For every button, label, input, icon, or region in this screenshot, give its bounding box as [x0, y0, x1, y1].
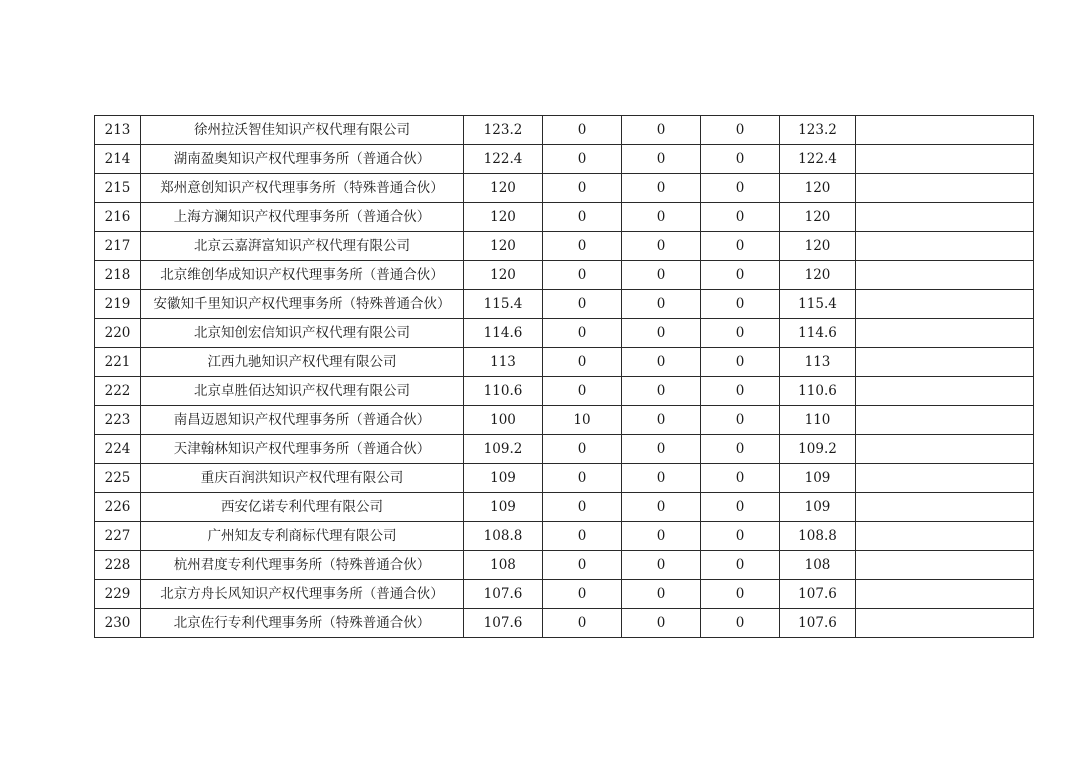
agency-name-cell: 北京云嘉湃富知识产权代理有限公司: [141, 232, 464, 261]
score-column-4-cell: 0: [701, 232, 780, 261]
agency-name-cell: 北京知创宏信知识产权代理有限公司: [141, 319, 464, 348]
score-column-4-cell: 0: [701, 493, 780, 522]
table-row: [95, 232, 1034, 261]
score-column-3-cell: 0: [622, 609, 701, 638]
note-cell: [856, 145, 1034, 174]
score-column-4-cell: 0: [701, 348, 780, 377]
note-cell: [856, 493, 1034, 522]
score-column-3-cell: 0: [622, 261, 701, 290]
table-row: [95, 580, 1034, 609]
score-column-2-cell: 0: [543, 290, 622, 319]
agency-name-cell: 上海方澜知识产权代理事务所（普通合伙）: [141, 203, 464, 232]
total-score-cell: 110: [780, 406, 856, 435]
score-column-4-cell: 0: [701, 406, 780, 435]
score-column-1-cell: 100: [464, 406, 543, 435]
score-column-3-cell: 0: [622, 522, 701, 551]
note-cell: [856, 174, 1034, 203]
score-column-4-cell: 0: [701, 377, 780, 406]
score-column-1-cell: 120: [464, 261, 543, 290]
score-column-1-cell: 123.2: [464, 116, 543, 145]
score-column-2-cell: 0: [543, 377, 622, 406]
note-cell: [856, 580, 1034, 609]
table-row: [95, 145, 1034, 174]
score-column-4-cell: 0: [701, 261, 780, 290]
score-column-2-cell: 0: [543, 348, 622, 377]
total-score-cell: 109.2: [780, 435, 856, 464]
score-column-1-cell: 120: [464, 203, 543, 232]
score-column-1-cell: 114.6: [464, 319, 543, 348]
note-cell: [856, 116, 1034, 145]
total-score-cell: 107.6: [780, 580, 856, 609]
score-column-3-cell: 0: [622, 319, 701, 348]
score-column-3-cell: 0: [622, 290, 701, 319]
agency-name-cell: 西安亿诺专利代理有限公司: [141, 493, 464, 522]
score-column-2-cell: 0: [543, 609, 622, 638]
score-column-2-cell: 0: [543, 580, 622, 609]
table-row: [95, 522, 1034, 551]
score-column-1-cell: 122.4: [464, 145, 543, 174]
score-column-1-cell: 108.8: [464, 522, 543, 551]
score-column-3-cell: 0: [622, 580, 701, 609]
row-number-cell: 218: [95, 261, 141, 290]
score-column-1-cell: 109: [464, 464, 543, 493]
table-row: [95, 203, 1034, 232]
row-number-cell: 222: [95, 377, 141, 406]
score-column-3-cell: 0: [622, 203, 701, 232]
total-score-cell: 107.6: [780, 609, 856, 638]
score-column-3-cell: 0: [622, 377, 701, 406]
score-column-4-cell: 0: [701, 464, 780, 493]
score-column-2-cell: 0: [543, 232, 622, 261]
score-column-1-cell: 120: [464, 232, 543, 261]
score-column-1-cell: 113: [464, 348, 543, 377]
row-number-cell: 230: [95, 609, 141, 638]
score-column-3-cell: 0: [622, 435, 701, 464]
score-column-2-cell: 0: [543, 464, 622, 493]
score-column-2-cell: 0: [543, 435, 622, 464]
agency-name-cell: 江西九驰知识产权代理有限公司: [141, 348, 464, 377]
row-number-cell: 229: [95, 580, 141, 609]
score-column-1-cell: 115.4: [464, 290, 543, 319]
agency-name-cell: 重庆百润洪知识产权代理有限公司: [141, 464, 464, 493]
total-score-cell: 123.2: [780, 116, 856, 145]
score-column-3-cell: 0: [622, 116, 701, 145]
row-number-cell: 219: [95, 290, 141, 319]
row-number-cell: 228: [95, 551, 141, 580]
score-column-4-cell: 0: [701, 290, 780, 319]
score-column-4-cell: 0: [701, 174, 780, 203]
agency-name-cell: 天津翰林知识产权代理事务所（普通合伙）: [141, 435, 464, 464]
total-score-cell: 120: [780, 261, 856, 290]
total-score-cell: 122.4: [780, 145, 856, 174]
agency-name-cell: 安徽知千里知识产权代理事务所（特殊普通合伙）: [141, 290, 464, 319]
score-column-3-cell: 0: [622, 406, 701, 435]
score-column-3-cell: 0: [622, 348, 701, 377]
score-column-1-cell: 109.2: [464, 435, 543, 464]
total-score-cell: 113: [780, 348, 856, 377]
score-column-4-cell: 0: [701, 203, 780, 232]
table-row: [95, 464, 1034, 493]
agency-name-cell: 郑州意创知识产权代理事务所（特殊普通合伙）: [141, 174, 464, 203]
score-column-1-cell: 120: [464, 174, 543, 203]
score-column-3-cell: 0: [622, 145, 701, 174]
total-score-cell: 115.4: [780, 290, 856, 319]
score-column-4-cell: 0: [701, 522, 780, 551]
row-number-cell: 226: [95, 493, 141, 522]
row-number-cell: 213: [95, 116, 141, 145]
score-column-1-cell: 107.6: [464, 609, 543, 638]
agency-score-table: [94, 115, 1034, 638]
note-cell: [856, 203, 1034, 232]
total-score-cell: 114.6: [780, 319, 856, 348]
score-column-2-cell: 0: [543, 551, 622, 580]
score-column-2-cell: 10: [543, 406, 622, 435]
agency-name-cell: 徐州拉沃智佳知识产权代理有限公司: [141, 116, 464, 145]
total-score-cell: 110.6: [780, 377, 856, 406]
note-cell: [856, 290, 1034, 319]
row-number-cell: 224: [95, 435, 141, 464]
score-column-3-cell: 0: [622, 232, 701, 261]
score-column-4-cell: 0: [701, 319, 780, 348]
row-number-cell: 225: [95, 464, 141, 493]
table-row: [95, 174, 1034, 203]
note-cell: [856, 377, 1034, 406]
score-column-2-cell: 0: [543, 174, 622, 203]
score-column-1-cell: 109: [464, 493, 543, 522]
score-column-4-cell: 0: [701, 435, 780, 464]
score-column-4-cell: 0: [701, 609, 780, 638]
score-column-3-cell: 0: [622, 551, 701, 580]
score-column-2-cell: 0: [543, 522, 622, 551]
row-number-cell: 216: [95, 203, 141, 232]
agency-name-cell: 广州知友专利商标代理有限公司: [141, 522, 464, 551]
agency-name-cell: 北京维创华成知识产权代理事务所（普通合伙）: [141, 261, 464, 290]
table-row: [95, 348, 1034, 377]
total-score-cell: 109: [780, 493, 856, 522]
table-row: [95, 290, 1034, 319]
score-column-2-cell: 0: [543, 203, 622, 232]
table-row: [95, 609, 1034, 638]
score-column-4-cell: 0: [701, 116, 780, 145]
note-cell: [856, 319, 1034, 348]
total-score-cell: 120: [780, 174, 856, 203]
score-column-2-cell: 0: [543, 493, 622, 522]
total-score-cell: 120: [780, 203, 856, 232]
note-cell: [856, 609, 1034, 638]
table-row: [95, 406, 1034, 435]
table-row: [95, 319, 1034, 348]
total-score-cell: 109: [780, 464, 856, 493]
score-column-4-cell: 0: [701, 551, 780, 580]
table-row: [95, 116, 1034, 145]
note-cell: [856, 261, 1034, 290]
score-column-4-cell: 0: [701, 580, 780, 609]
agency-name-cell: 北京方舟长风知识产权代理事务所（普通合伙）: [141, 580, 464, 609]
note-cell: [856, 348, 1034, 377]
score-column-1-cell: 110.6: [464, 377, 543, 406]
score-column-2-cell: 0: [543, 261, 622, 290]
score-column-3-cell: 0: [622, 174, 701, 203]
score-column-2-cell: 0: [543, 145, 622, 174]
score-column-1-cell: 107.6: [464, 580, 543, 609]
table-row: [95, 261, 1034, 290]
note-cell: [856, 435, 1034, 464]
note-cell: [856, 406, 1034, 435]
agency-name-cell: 杭州君度专利代理事务所（特殊普通合伙）: [141, 551, 464, 580]
agency-name-cell: 北京卓胜佰达知识产权代理有限公司: [141, 377, 464, 406]
row-number-cell: 221: [95, 348, 141, 377]
agency-name-cell: 湖南盈奥知识产权代理事务所（普通合伙）: [141, 145, 464, 174]
agency-name-cell: 北京佐行专利代理事务所（特殊普通合伙）: [141, 609, 464, 638]
row-number-cell: 227: [95, 522, 141, 551]
table-row: [95, 551, 1034, 580]
score-column-2-cell: 0: [543, 116, 622, 145]
table-body: [95, 116, 1034, 638]
total-score-cell: 120: [780, 232, 856, 261]
score-column-3-cell: 0: [622, 493, 701, 522]
table-row: [95, 377, 1034, 406]
row-number-cell: 223: [95, 406, 141, 435]
score-column-4-cell: 0: [701, 145, 780, 174]
row-number-cell: 214: [95, 145, 141, 174]
table-row: [95, 493, 1034, 522]
score-column-1-cell: 108: [464, 551, 543, 580]
score-column-3-cell: 0: [622, 464, 701, 493]
note-cell: [856, 232, 1034, 261]
agency-name-cell: 南昌迈恩知识产权代理事务所（普通合伙）: [141, 406, 464, 435]
row-number-cell: 220: [95, 319, 141, 348]
note-cell: [856, 551, 1034, 580]
total-score-cell: 108.8: [780, 522, 856, 551]
row-number-cell: 217: [95, 232, 141, 261]
table-row: [95, 435, 1034, 464]
score-column-2-cell: 0: [543, 319, 622, 348]
total-score-cell: 108: [780, 551, 856, 580]
note-cell: [856, 522, 1034, 551]
row-number-cell: 215: [95, 174, 141, 203]
note-cell: [856, 464, 1034, 493]
